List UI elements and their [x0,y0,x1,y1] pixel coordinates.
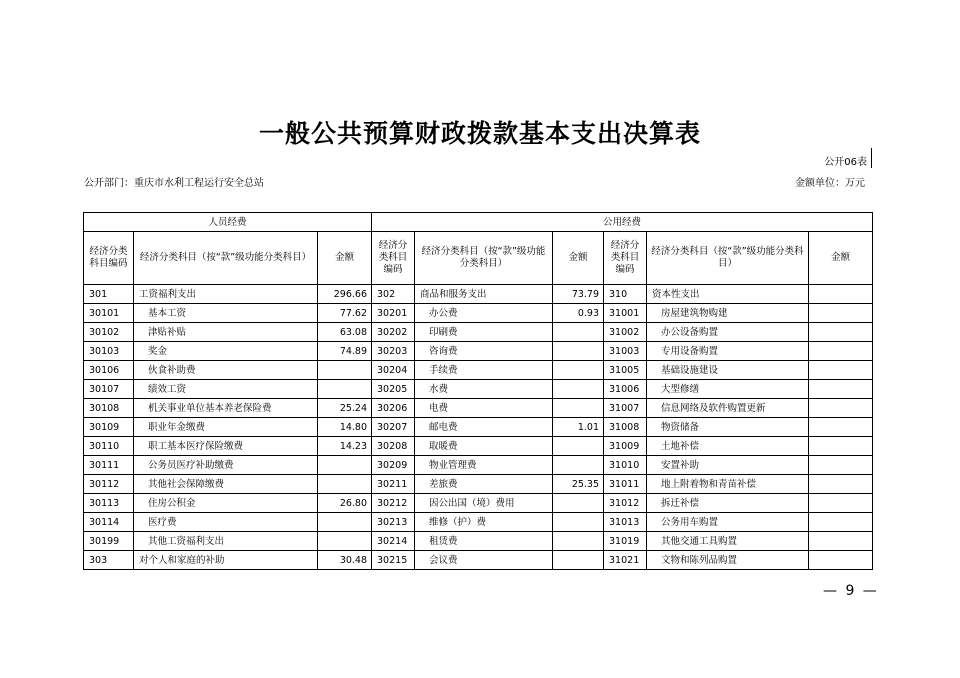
cell-name: 商品和服务支出 [415,285,553,304]
cell-amount [553,342,604,361]
cell-name: 物资储备 [647,418,809,437]
cell-amount: 14.23 [318,437,372,456]
cell-code: 30199 [84,532,134,551]
cell-amount [553,323,604,342]
cell-name: 资本性支出 [647,285,809,304]
table-row [84,323,873,342]
cell-name: 公务员医疗补助缴费 [134,456,318,475]
cell-amount [809,304,873,323]
cell-amount [553,456,604,475]
table-row [84,304,873,323]
cell-amount: 14.80 [318,418,372,437]
cell-amount [809,342,873,361]
cell-code: 30206 [372,399,415,418]
page-number: — 9 — [823,583,879,599]
table-row [84,399,873,418]
cell-name: 奖金 [134,342,318,361]
cell-name: 住房公积金 [134,494,318,513]
cell-amount [809,418,873,437]
cell-code: 30110 [84,437,134,456]
cell-amount: 63.08 [318,323,372,342]
cell-name: 拆迁补偿 [647,494,809,513]
cell-name: 津贴补贴 [134,323,318,342]
cell-code: 30201 [372,304,415,323]
cell-name: 职工基本医疗保险缴费 [134,437,318,456]
cell-name: 会议费 [415,551,553,570]
cell-name: 维修（护）费 [415,513,553,532]
cell-code: 30214 [372,532,415,551]
department-label: 公开部门：重庆市水利工程运行安全总站 [84,178,264,189]
cell-code: 31010 [604,456,647,475]
col-header-code: 经济分类科目编码 [84,232,134,285]
cell-code: 31008 [604,418,647,437]
cell-amount [553,494,604,513]
unit-label: 金额单位：万元 [795,178,865,189]
cell-name: 机关事业单位基本养老保险费 [134,399,318,418]
table-row [84,456,873,475]
cell-amount: 25.24 [318,399,372,418]
cell-name: 邮电费 [415,418,553,437]
cell-amount [318,513,372,532]
cell-code: 31006 [604,380,647,399]
cell-code: 30102 [84,323,134,342]
table-body [84,285,873,570]
cell-amount [809,285,873,304]
cell-code: 303 [84,551,134,570]
cell-code: 30114 [84,513,134,532]
cell-amount [553,551,604,570]
col-header-amount: 金额 [809,232,873,285]
cell-name: 对个人和家庭的补助 [134,551,318,570]
cell-amount [809,399,873,418]
cell-code: 30204 [372,361,415,380]
cell-name: 地上附着物和青苗补偿 [647,475,809,494]
page-title: 一般公共预算财政拨款基本支出决算表 [258,119,701,148]
cell-amount: 25.35 [553,475,604,494]
col-header-code: 经济分类科目编码 [604,232,647,285]
cell-code: 30106 [84,361,134,380]
cell-amount [809,456,873,475]
cell-amount: 296.66 [318,285,372,304]
cell-amount [809,551,873,570]
table-row [84,380,873,399]
cell-code: 31007 [604,399,647,418]
cell-amount: 73.79 [553,285,604,304]
cell-amount [318,532,372,551]
cell-name: 咨询费 [415,342,553,361]
table-row [84,551,873,570]
cell-amount: 77.62 [318,304,372,323]
cell-code: 30212 [372,494,415,513]
doc-code-bar [871,148,872,168]
cell-code: 30111 [84,456,134,475]
cell-name: 租赁费 [415,532,553,551]
col-header-amount: 金额 [318,232,372,285]
col-header-amount: 金额 [553,232,604,285]
cell-amount [553,513,604,532]
table-row [84,418,873,437]
cell-amount [553,532,604,551]
cell-code: 302 [372,285,415,304]
cell-code: 31011 [604,475,647,494]
cell-amount [809,380,873,399]
cell-name: 其他社会保障缴费 [134,475,318,494]
cell-code: 31009 [604,437,647,456]
cell-amount [809,475,873,494]
cell-name: 土地补偿 [647,437,809,456]
cell-name: 绩效工资 [134,380,318,399]
col-header-name: 经济分类科目（按“款”级功能分类科目） [415,232,553,285]
cell-code: 31012 [604,494,647,513]
cell-amount [318,361,372,380]
cell-name: 房屋建筑物购建 [647,304,809,323]
cell-code: 30215 [372,551,415,570]
cell-name: 基础设施建设 [647,361,809,380]
cell-name: 公务用车购置 [647,513,809,532]
cell-amount [809,361,873,380]
cell-code: 30213 [372,513,415,532]
cell-code: 30113 [84,494,134,513]
cell-name: 办公费 [415,304,553,323]
cell-name: 工资福利支出 [134,285,318,304]
cell-code: 301 [84,285,134,304]
expenditure-table [83,212,873,570]
cell-name: 其他工资福利支出 [134,532,318,551]
table-row [84,361,873,380]
cell-code: 30109 [84,418,134,437]
table-row [84,342,873,361]
cell-name: 差旅费 [415,475,553,494]
cell-code: 30107 [84,380,134,399]
col-header-code: 经济分类科目编码 [372,232,415,285]
table-row [84,532,873,551]
cell-name: 取暖费 [415,437,553,456]
cell-code: 30112 [84,475,134,494]
cell-name: 印刷费 [415,323,553,342]
cell-amount [318,380,372,399]
cell-amount: 74.89 [318,342,372,361]
cell-code: 31003 [604,342,647,361]
cell-name: 医疗费 [134,513,318,532]
cell-amount [809,494,873,513]
cell-amount [809,513,873,532]
cell-code: 30209 [372,456,415,475]
cell-name: 物业管理费 [415,456,553,475]
cell-code: 30202 [372,323,415,342]
cell-code: 31002 [604,323,647,342]
cell-name: 安置补助 [647,456,809,475]
table-row [84,494,873,513]
cell-code: 30108 [84,399,134,418]
cell-name: 手续费 [415,361,553,380]
table-row [84,437,873,456]
col-header-name: 经济分类科目（按“款”级功能分类科目） [647,232,809,285]
cell-amount [809,532,873,551]
cell-amount: 30.48 [318,551,372,570]
cell-amount [553,380,604,399]
cell-amount [809,437,873,456]
cell-code: 30101 [84,304,134,323]
cell-code: 30208 [372,437,415,456]
cell-code: 31019 [604,532,647,551]
cell-amount: 0.93 [553,304,604,323]
cell-code: 30211 [372,475,415,494]
cell-name: 专用设备购置 [647,342,809,361]
cell-amount [318,456,372,475]
cell-code: 31005 [604,361,647,380]
cell-code: 30207 [372,418,415,437]
cell-name: 基本工资 [134,304,318,323]
cell-code: 31021 [604,551,647,570]
group-header-public: 公用经费 [372,213,873,232]
doc-code: 公开06表 [824,157,867,168]
cell-name: 职业年金缴费 [134,418,318,437]
cell-name: 伙食补助费 [134,361,318,380]
cell-name: 因公出国（境）费用 [415,494,553,513]
table-row [84,475,873,494]
cell-amount [553,361,604,380]
cell-name: 办公设备购置 [647,323,809,342]
cell-amount [553,399,604,418]
col-header-name: 经济分类科目（按“款”级功能分类科目） [134,232,318,285]
cell-code: 310 [604,285,647,304]
cell-amount: 26.80 [318,494,372,513]
cell-code: 30103 [84,342,134,361]
cell-name: 电费 [415,399,553,418]
cell-amount [809,323,873,342]
cell-name: 其他交通工具购置 [647,532,809,551]
cell-name: 文物和陈列品购置 [647,551,809,570]
group-header-personnel: 人员经费 [84,213,372,232]
cell-name: 水费 [415,380,553,399]
cell-code: 31013 [604,513,647,532]
cell-code: 31001 [604,304,647,323]
cell-name: 信息网络及软件购置更新 [647,399,809,418]
cell-code: 30205 [372,380,415,399]
cell-name: 大型修缮 [647,380,809,399]
table-row [84,285,873,304]
table-row [84,513,873,532]
cell-amount [553,437,604,456]
cell-amount [318,475,372,494]
cell-amount: 1.01 [553,418,604,437]
cell-code: 30203 [372,342,415,361]
